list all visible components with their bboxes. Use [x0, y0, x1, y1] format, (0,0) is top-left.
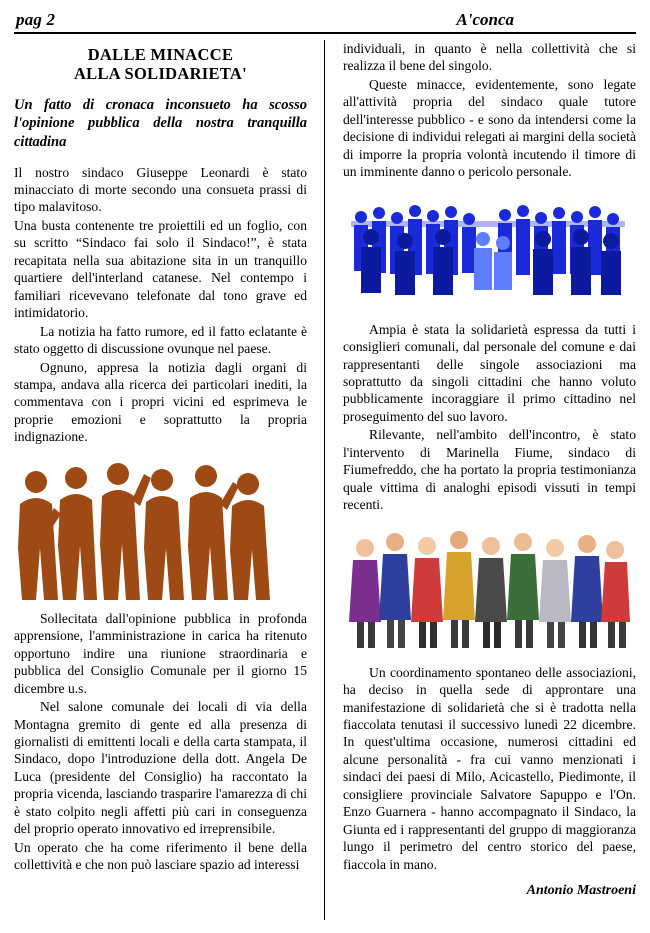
paragraph: Il nostro sindaco Giuseppe Leonardi è stato minacciato di morte secondo una consueta prassi di tipo malavitoso.	[14, 164, 307, 215]
paragraph: Queste minacce, evidentemente, sono legate all'attività propria del sindaco quale tutore dell'interesse pubblico - e sono da intendersi come la decisione di individui relegati ai margini della società di imporre la propria volontà incutendo il timore di un imminente danno o pericolo personale.	[343, 76, 636, 180]
right-column	[343, 40, 636, 920]
masthead	[14, 10, 636, 32]
paragraph: La notizia ha fatto rumore, ed il fatto eclatante è stato oggetto di discussione ovunque nel paese.	[14, 323, 307, 357]
paragraph: Nel salone comunale dei locali di via della Montagna gremito di gente ed alla presenza di giornalisti di emittenti locali e della carta stampata, il Sindaco, dopo l'introduzione della dott. Angela De Luca (presidente del Consiglio) ha raccontato la propria vicenda, lasciando trasparire l'amarezza di chi è stato colpito negli affetti più cari in conseguenza del proprio operato innovativo ed irreprensibile.	[14, 699, 307, 837]
article-standfirst: Un fatto di cronaca inconsueto ha scosso l'opinione pubblica della nostra tranquilla cittadina	[14, 96, 307, 151]
paragraph: Una busta contenente tre proiettili ed un foglio, con su scritto “Sindaco fai solo il Sindaco!”, è stata recapitata nella sua abitazione sita in un tranquillo quartiere dell'interland catanese. Nel contempo i familiari ricevevano telefonate dal tono grave ed intimidatorio.	[14, 217, 307, 321]
paragraph: Un operato che ha come riferimento il bene della collettività e che non può lasciare spazio ad interessi	[14, 839, 307, 873]
colorful-people-group-illustration	[343, 522, 636, 652]
paragraph: Rilevante, nell'ambito dell'incontro, è stato l'intervento di Marinella Fiume, sindaco di Fiumefreddo, che ha portato la propria testimonianza quale vittima di analoghi episodi vissuti in tempi recenti.	[343, 427, 636, 513]
paragraph: Sollecitata dall'opinione pubblica in profonda apprensione, l'amministrazione in carica ha ritenuto opportuno indire una riunione straordinaria e pubblica del Consiglio Comunale per il giorno 15 dicembre u.s.	[14, 610, 307, 696]
headline-line-2: ALLA SOLIDARIETA'	[73, 63, 248, 83]
masthead-divider	[14, 32, 636, 34]
paragraph: Un coordinamento spontaneo delle associazioni, ha deciso in quella sede di approntare una manifestazione di solidarietà che si è tradotta nella fiaccolata tenutasi il successivo lunedì 22 dicembre. In quest'ultima occasione, numerosi cittadini ed alcune personalità - fra cui vanno menzionati i sindaci dei paesi di Milo, Acicastello, Piedimonte, il consigliere provinciale Salvatore Sapuppo e l'On. Enzo Guarnera - hanno accompagnato il Sindaco, la Giunta ed i rappresentanti del gruppo di maggioranza lungo il perimetro del centro storico del paese, fiaccola in mano.	[343, 664, 636, 872]
paragraph: individuali, in quanto è nella collettività che si realizza il bene del singolo.	[343, 41, 636, 74]
article-columns	[14, 40, 636, 920]
paragraph: Ognuno, appresa la notizia dagli organi di stampa, andava alla ricerca dei particolari inediti, la commentava con i propri vicini ed esprimeva le proprie emozioni e soprattutto la propria indignazione.	[14, 359, 307, 445]
brown-silhouette-crowd-illustration	[14, 460, 307, 600]
blue-pixel-crowd-illustration	[343, 187, 636, 307]
publication-title: A'conca	[456, 10, 514, 29]
paragraph: Ampia è stata la solidarietà espressa da tutti i consiglieri comunali, dal personale del comune e dai rappresentanti delle singole associazioni ma soprattutto da singoli cittadini che hanno voluto pubblicamente incoraggiare il primo cittadino nel proseguimento del suo lavoro.	[343, 321, 636, 424]
left-column	[14, 40, 325, 920]
headline-line-1: DALLE MINACCE	[87, 45, 234, 64]
page-title	[14, 46, 307, 84]
page-number-label: pag 2	[16, 10, 56, 29]
article-byline: Antonio Mastroeni	[526, 883, 636, 899]
